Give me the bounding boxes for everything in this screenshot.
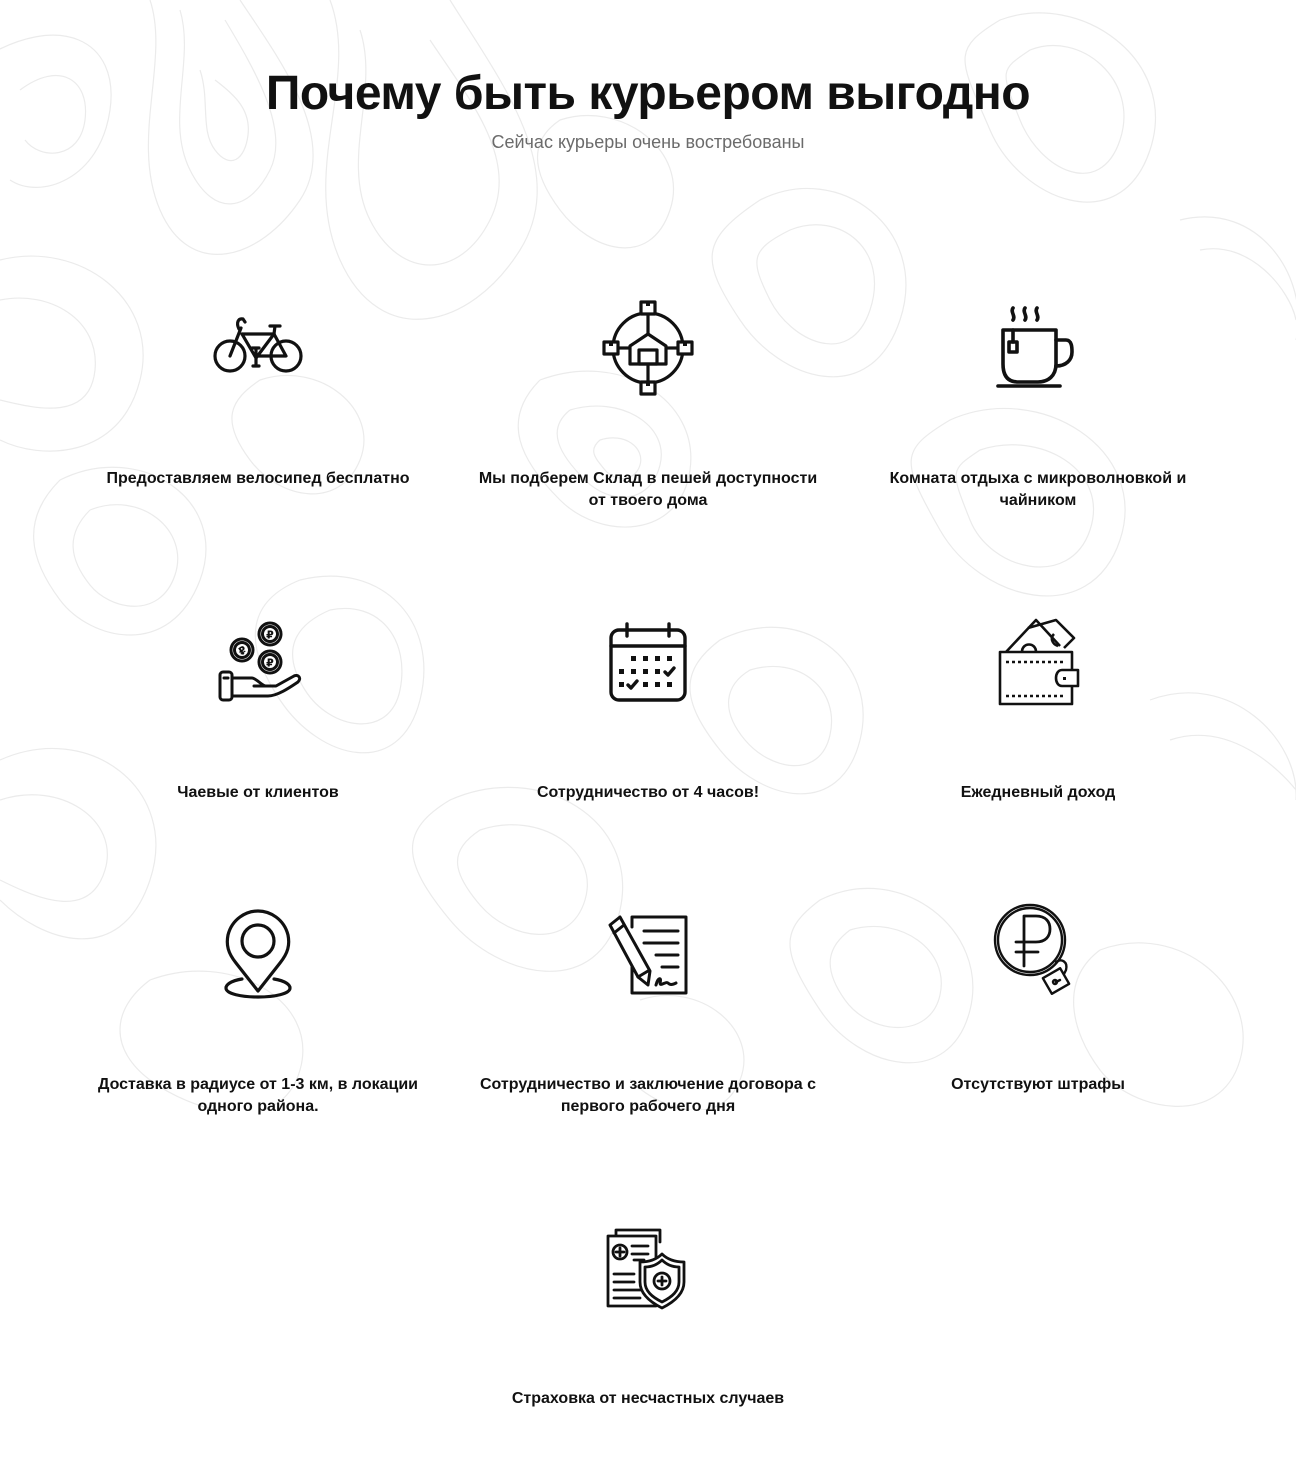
feature-label: Страховка от несчастных случаев (511, 1390, 785, 1407)
section-subtitle: Сейчас курьеры очень востребованы (491, 132, 805, 152)
feature-label: Доставка в радиусе от 1-3 км, в локации одного района. (97, 1076, 419, 1115)
svg-text:₽: ₽ (235, 643, 250, 659)
feature-label: Комната отдыха с микроволновкой и чайником (889, 470, 1187, 509)
feature-label: Ежедневный доход (960, 784, 1116, 801)
svg-text:₽: ₽ (266, 628, 274, 642)
ruble-lock-icon (988, 900, 1088, 1000)
hand-coins-icon (208, 612, 308, 712)
feature-label: Мы подберем Склад в пешей доступности от твоего дома (478, 470, 818, 509)
location-pin-icon (208, 903, 308, 1003)
contract-signing-icon (598, 905, 698, 1005)
section-title: Почему быть курьером выгодно (265, 67, 1031, 120)
feature-label: Сотрудничество и заключение договора с первого рабочего дня (480, 1076, 816, 1115)
wallet-icon (988, 612, 1088, 712)
feature-label: Чаевые от клиентов (177, 784, 339, 801)
svg-text:₽: ₽ (266, 656, 274, 670)
feature-label: Сотрудничество от 4 часов! (536, 784, 760, 801)
feature-label: Предоставляем велосипед бесплатно (106, 470, 410, 487)
warehouse-network-icon (598, 298, 698, 398)
feature-label: Отсутствуют штрафы (951, 1076, 1125, 1093)
tea-cup-icon (988, 298, 1088, 398)
bicycle-icon (208, 298, 308, 398)
calendar-icon (598, 612, 698, 712)
insurance-shield-icon (598, 1220, 698, 1320)
